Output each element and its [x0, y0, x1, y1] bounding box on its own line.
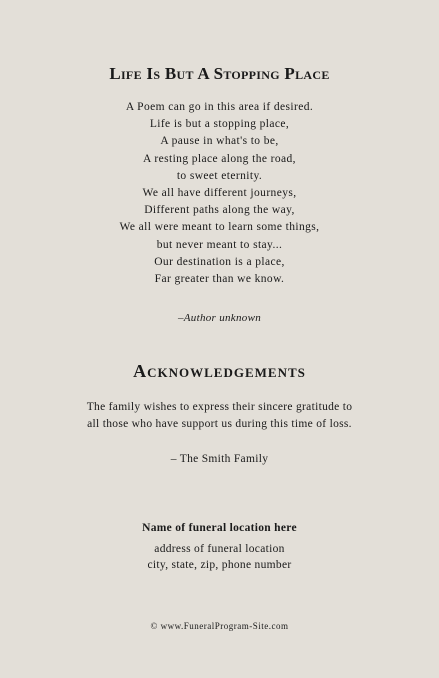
poem-line: but never meant to stay... [156, 238, 283, 251]
acknowledgements-line: The family wishes to express their sincere gratitude to [86, 401, 353, 413]
acknowledgements-body [0, 399, 439, 432]
poem-line: Our destination is a place, [154, 255, 285, 268]
poem-line: We all were meant to learn some things, [119, 221, 320, 234]
poem-line: to sweet eternity. [176, 169, 263, 182]
city-line: city, state, zip, phone number [147, 559, 292, 571]
poem-line: Different paths along the way, [144, 204, 295, 217]
family-signoff: – The Smith Family [170, 453, 269, 465]
acknowledgements-line: all those who have support us during this time of loss. [87, 417, 352, 430]
poem-body [0, 99, 439, 288]
poem-line: A pause in what's to be, [160, 135, 279, 148]
poem-line: Life is but a stopping place, [149, 118, 290, 131]
poem-line: We all have different journeys, [142, 187, 297, 200]
poem-line: Far greater than we know. [154, 273, 285, 286]
copyright-footer: © www.FuneralProgram-Site.com [150, 621, 289, 631]
address-line: address of funeral location [154, 543, 285, 555]
funeral-location-name: Name of funeral location here [142, 522, 297, 534]
acknowledgements-title: Acknowledgements [133, 361, 306, 381]
funeral-location-address [0, 541, 439, 573]
poem-title: Life Is But A Stopping Place [109, 64, 330, 83]
poem-line: A Poem can go in this area if desired. [125, 101, 314, 113]
poem-author: –Author unknown [177, 312, 262, 324]
poem-line: A resting place along the road, [143, 152, 296, 165]
